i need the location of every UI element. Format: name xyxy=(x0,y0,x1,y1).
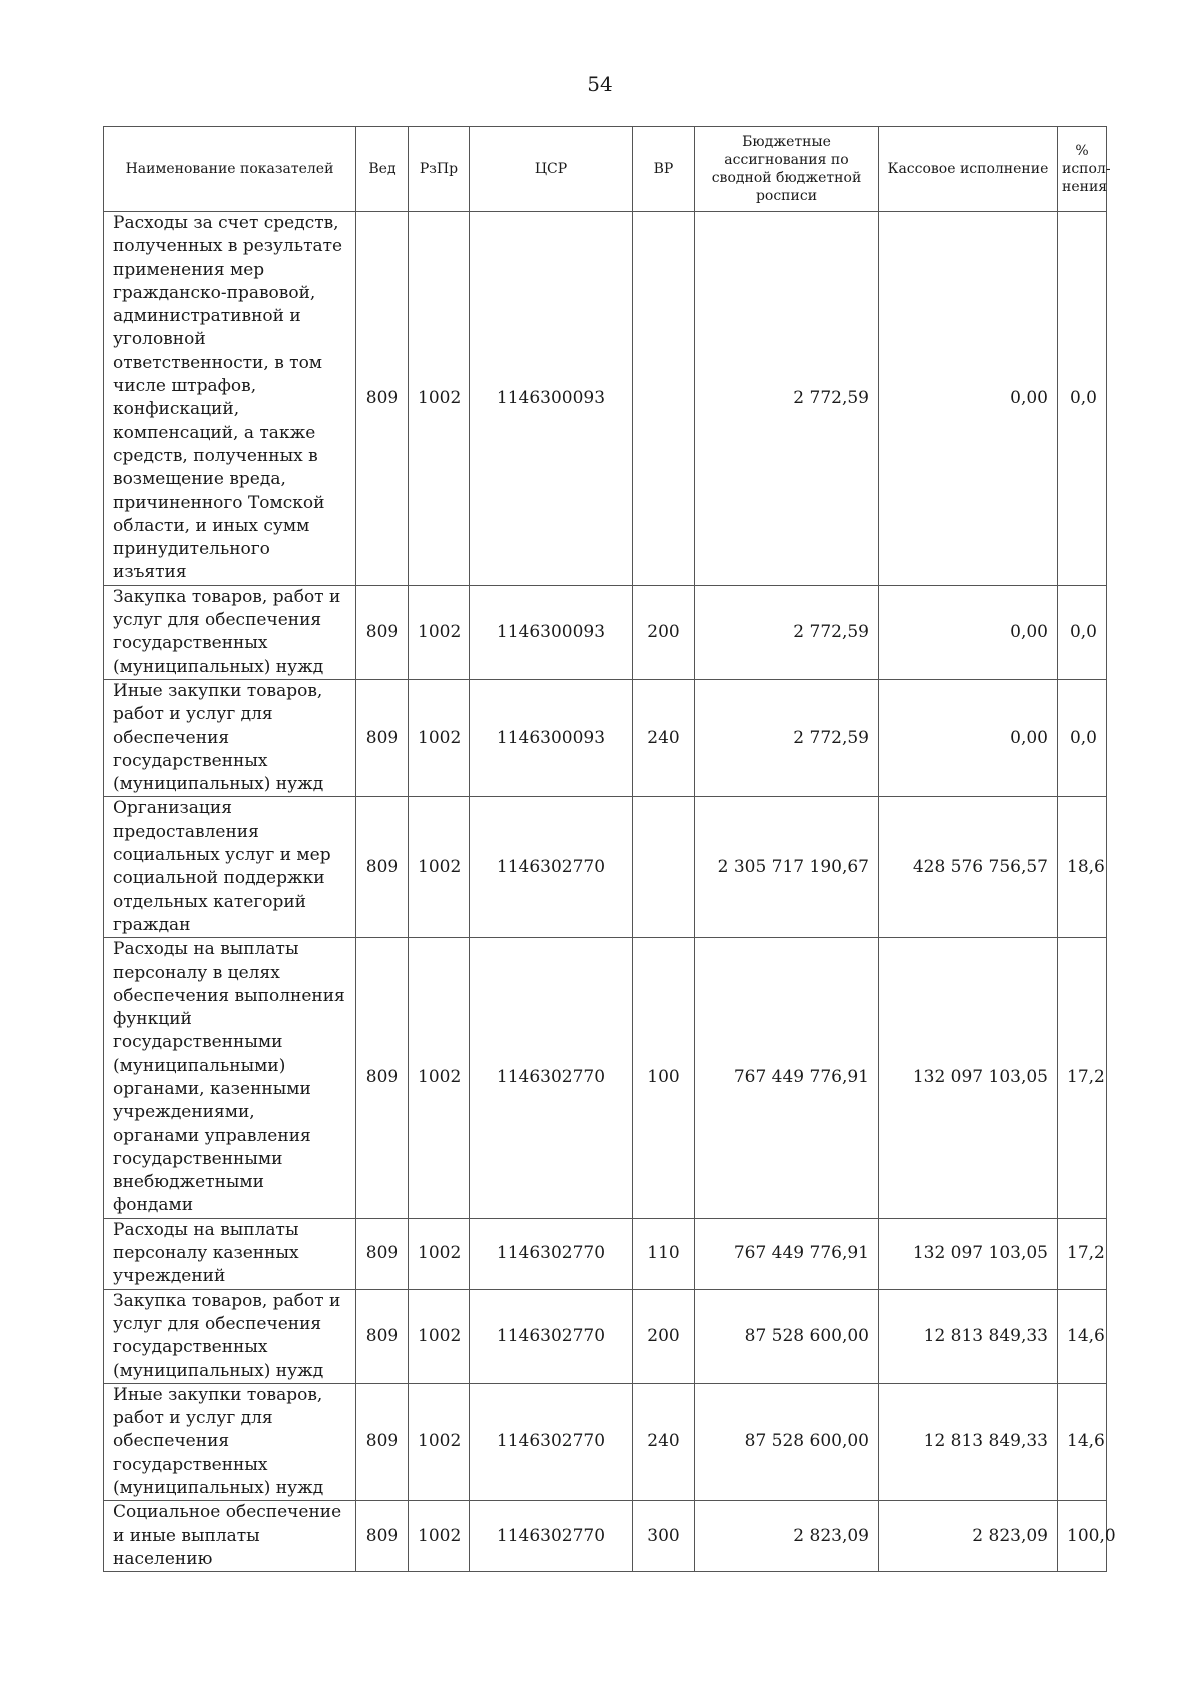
row-percent: 18,6 xyxy=(1058,797,1107,938)
row-budget: 767 449 776,91 xyxy=(695,938,879,1219)
row-ved: 809 xyxy=(356,1218,409,1289)
row-name: Расходы за счет средств, полученных в результате применения мер гражданско-правовой, административной и уголовной ответственности, в том числе штрафов, конфискаций, компенсаций, а также средств, полученных в возмещение вреда, причиненного Томской области, и иных сумм принудительного изъятия xyxy=(104,212,356,586)
row-vr: 100 xyxy=(633,938,695,1219)
row-percent: 0,0 xyxy=(1058,679,1107,796)
row-percent: 100,0 xyxy=(1058,1501,1107,1572)
row-csr: 1146302770 xyxy=(470,1383,633,1500)
table-row xyxy=(104,1218,1107,1289)
row-name: Социальное обеспечение и иные выплаты населению xyxy=(104,1501,356,1572)
row-csr: 1146300093 xyxy=(470,585,633,679)
row-cash: 0,00 xyxy=(879,212,1058,586)
header-ved: Вед xyxy=(356,127,409,212)
row-percent: 14,6 xyxy=(1058,1383,1107,1500)
row-rzpr: 1002 xyxy=(409,1501,470,1572)
header-vr: ВР xyxy=(633,127,695,212)
row-ved: 809 xyxy=(356,1383,409,1500)
row-ved: 809 xyxy=(356,938,409,1219)
row-rzpr: 1002 xyxy=(409,212,470,586)
row-csr: 1146300093 xyxy=(470,679,633,796)
row-vr: 300 xyxy=(633,1501,695,1572)
table-row xyxy=(104,797,1107,938)
row-budget: 767 449 776,91 xyxy=(695,1218,879,1289)
row-percent: 0,0 xyxy=(1058,585,1107,679)
row-rzpr: 1002 xyxy=(409,679,470,796)
row-vr xyxy=(633,797,695,938)
row-cash: 428 576 756,57 xyxy=(879,797,1058,938)
row-cash: 12 813 849,33 xyxy=(879,1289,1058,1383)
header-percent: % испол-нения xyxy=(1058,127,1107,212)
row-name: Иные закупки товаров, работ и услуг для обеспечения государственных (муниципальных) нужд xyxy=(104,679,356,796)
row-vr: 240 xyxy=(633,679,695,796)
table-row xyxy=(104,1383,1107,1500)
row-rzpr: 1002 xyxy=(409,1289,470,1383)
row-budget: 87 528 600,00 xyxy=(695,1383,879,1500)
row-vr: 110 xyxy=(633,1218,695,1289)
row-cash: 132 097 103,05 xyxy=(879,1218,1058,1289)
row-name: Организация предоставления социальных услуг и мер социальной поддержки отдельных категорий граждан xyxy=(104,797,356,938)
row-csr: 1146300093 xyxy=(470,212,633,586)
header-name: Наименование показателей xyxy=(104,127,356,212)
row-csr: 1146302770 xyxy=(470,797,633,938)
row-cash: 2 823,09 xyxy=(879,1501,1058,1572)
row-rzpr: 1002 xyxy=(409,1383,470,1500)
row-ved: 809 xyxy=(356,679,409,796)
row-ved: 809 xyxy=(356,585,409,679)
row-budget: 2 772,59 xyxy=(695,679,879,796)
row-budget: 87 528 600,00 xyxy=(695,1289,879,1383)
row-name: Иные закупки товаров, работ и услуг для обеспечения государственных (муниципальных) нужд xyxy=(104,1383,356,1500)
row-percent: 14,6 xyxy=(1058,1289,1107,1383)
row-name: Закупка товаров, работ и услуг для обеспечения государственных (муниципальных) нужд xyxy=(104,1289,356,1383)
row-name: Закупка товаров, работ и услуг для обеспечения государственных (муниципальных) нужд xyxy=(104,585,356,679)
header-cash: Кассовое исполнение xyxy=(879,127,1058,212)
row-rzpr: 1002 xyxy=(409,585,470,679)
row-budget: 2 305 717 190,67 xyxy=(695,797,879,938)
row-ved: 809 xyxy=(356,1289,409,1383)
row-budget: 2 772,59 xyxy=(695,585,879,679)
budget-table xyxy=(103,126,1116,1572)
row-cash: 0,00 xyxy=(879,679,1058,796)
row-name: Расходы на выплаты персоналу в целях обеспечения выполнения функций государственными (муниципальными) органами, казенными учреждениями, органами управления государственными внебюджетными фондами xyxy=(104,938,356,1219)
header-csr: ЦСР xyxy=(470,127,633,212)
row-ved: 809 xyxy=(356,1501,409,1572)
row-vr: 200 xyxy=(633,585,695,679)
table-row xyxy=(104,938,1107,1219)
row-cash: 132 097 103,05 xyxy=(879,938,1058,1219)
header-budget: Бюджетные ассигнования по сводной бюджетной росписи xyxy=(695,127,879,212)
row-rzpr: 1002 xyxy=(409,797,470,938)
row-csr: 1146302770 xyxy=(470,1289,633,1383)
row-ved: 809 xyxy=(356,797,409,938)
row-percent: 0,0 xyxy=(1058,212,1107,586)
table-header-row xyxy=(104,127,1107,212)
row-cash: 0,00 xyxy=(879,585,1058,679)
table-row xyxy=(104,1501,1107,1572)
row-rzpr: 1002 xyxy=(409,1218,470,1289)
table-row xyxy=(104,585,1107,679)
row-rzpr: 1002 xyxy=(409,938,470,1219)
row-percent: 17,2 xyxy=(1058,938,1107,1219)
row-cash: 12 813 849,33 xyxy=(879,1383,1058,1500)
page-number: 54 xyxy=(587,72,613,96)
row-vr: 200 xyxy=(633,1289,695,1383)
row-percent: 17,2 xyxy=(1058,1218,1107,1289)
row-csr: 1146302770 xyxy=(470,1218,633,1289)
row-csr: 1146302770 xyxy=(470,1501,633,1572)
row-vr xyxy=(633,212,695,586)
table-row xyxy=(104,1289,1107,1383)
row-csr: 1146302770 xyxy=(470,938,633,1219)
row-budget: 2 772,59 xyxy=(695,212,879,586)
row-budget: 2 823,09 xyxy=(695,1501,879,1572)
row-name: Расходы на выплаты персоналу казенных учреждений xyxy=(104,1218,356,1289)
table-row xyxy=(104,212,1107,586)
row-vr: 240 xyxy=(633,1383,695,1500)
row-ved: 809 xyxy=(356,212,409,586)
table-row xyxy=(104,679,1107,796)
header-rzpr: РзПр xyxy=(409,127,470,212)
